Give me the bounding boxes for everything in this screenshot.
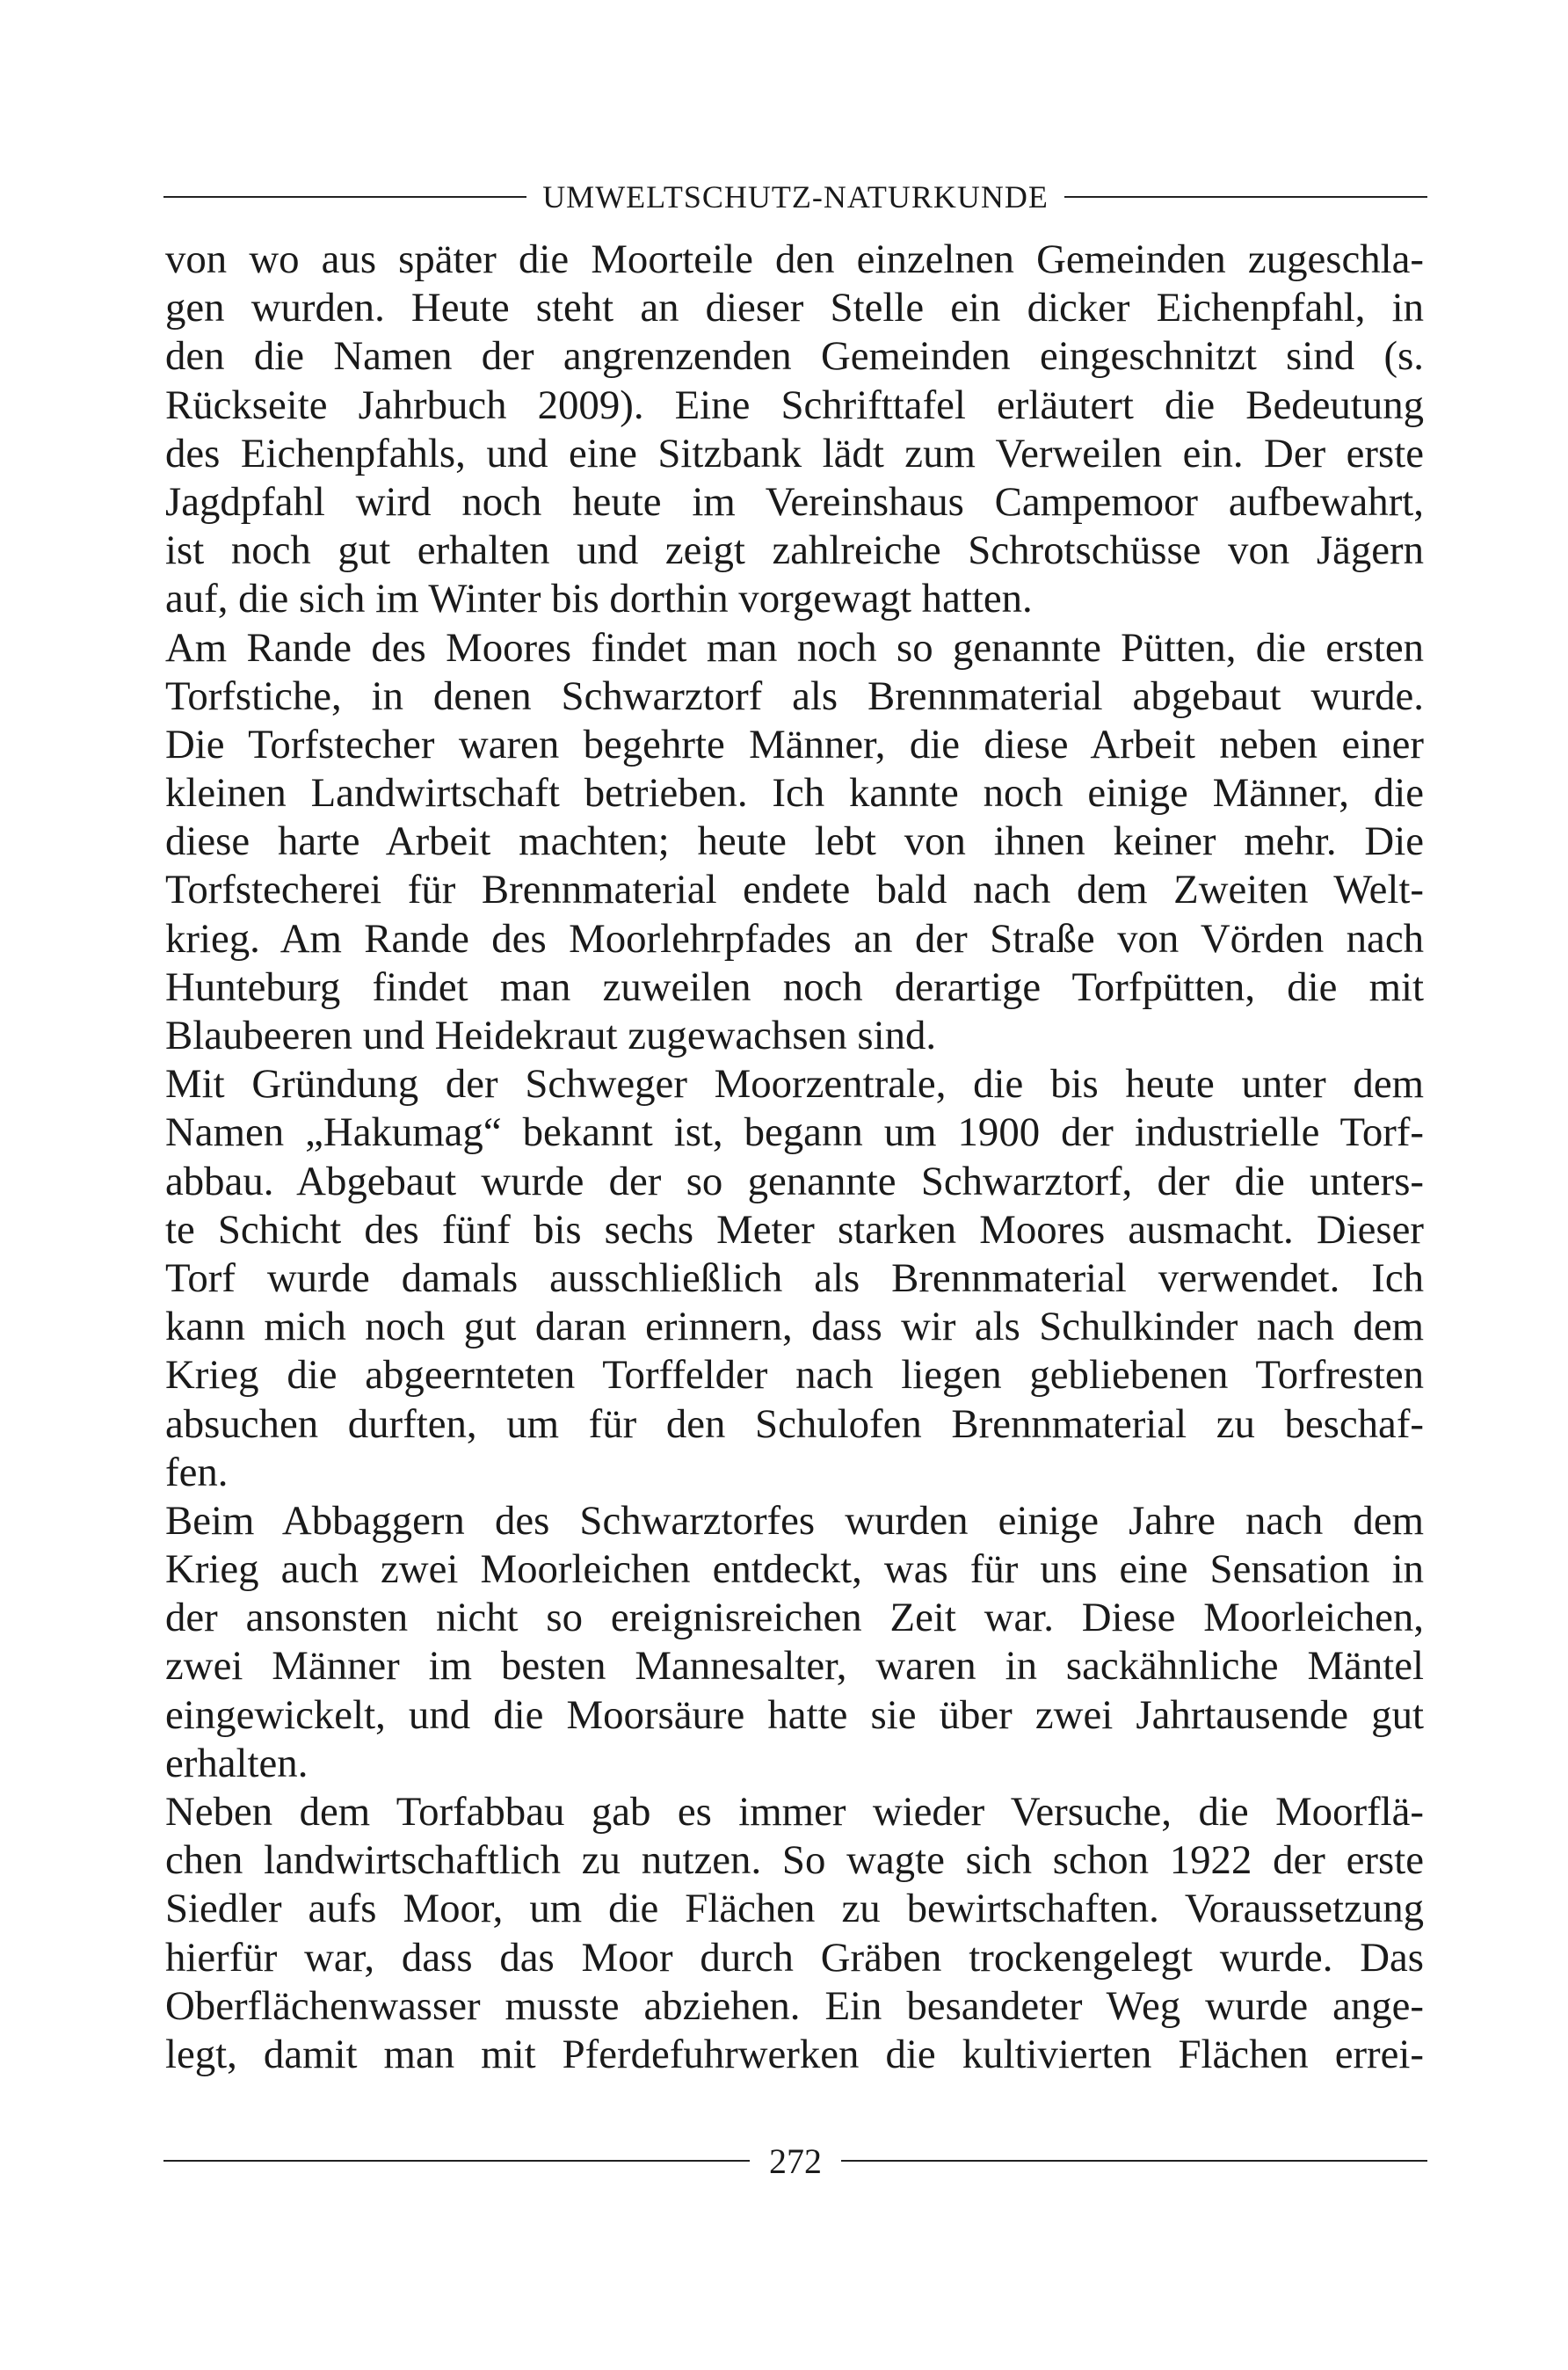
page-number: 272	[769, 2141, 822, 2181]
text-line: Krieg die abgeernteten Torffelder nach liegen gebliebenen Torfresten	[165, 1352, 1424, 1399]
text-line: der ansonsten nicht so ereignisreichen Zeit war. Diese Moorleichen,	[165, 1595, 1424, 1641]
text-line: kann mich noch gut daran erinnern, dass wir als Schulkinder nach dem	[165, 1304, 1424, 1350]
text-line: auf, die sich im Winter bis dorthin vorgewagt hatten.	[165, 576, 1033, 622]
text-line: ist noch gut erhalten und zeigt zahlreiche Schrotschüsse von Jägern	[165, 527, 1424, 574]
text-line: te Schicht des fünf bis sechs Meter starken Moores ausmacht. Dieser	[165, 1206, 1424, 1253]
body-text	[165, 236, 1424, 2079]
text-line: fen.	[165, 1449, 229, 1495]
text-line: Jagdpfahl wird noch heute im Vereinshaus Campemoor aufbewahrt,	[165, 478, 1424, 525]
text-line: Am Rande des Moores findet man noch so genannte Pütten, die ersten	[165, 624, 1424, 671]
text-line: hierfür war, dass das Moor durch Gräben trockengelegt wurde. Das	[165, 1934, 1424, 1981]
text-line: erhalten.	[165, 1740, 309, 1786]
text-line: krieg. Am Rande des Moorlehrpfades an der Straße von Vörden nach	[165, 915, 1424, 962]
text-line: Die Torfstecher waren begehrte Männer, die diese Arbeit neben einer	[165, 721, 1424, 767]
text-line: absuchen durften, um für den Schulofen Brennmaterial zu beschaf-	[165, 1400, 1424, 1447]
text-line: Krieg auch zwei Moorleichen entdeckt, was für uns eine Sensation in	[165, 1546, 1424, 1593]
text-line: abbau. Abgebaut wurde der so genannte Schwarztorf, der die unters-	[165, 1158, 1424, 1204]
header-rule-left	[163, 196, 526, 198]
text-line: Torfstecherei für Brennmaterial endete bald nach dem Zweiten Welt-	[165, 867, 1424, 913]
text-line: des Eichenpfahls, und eine Sitzbank lädt zum Verweilen ein. Der erste	[165, 430, 1424, 476]
text-line: chen landwirtschaftlich zu nutzen. So wagte sich schon 1922 der erste	[165, 1837, 1424, 1884]
text-line: Neben dem Torfabbau gab es immer wieder Versuche, die Moorflä-	[165, 1789, 1424, 1835]
text-line: diese harte Arbeit machten; heute lebt von ihnen keiner mehr. Die	[165, 818, 1424, 865]
text-line: legt, damit man mit Pferdefuhrwerken die kultivierten Flächen errei-	[165, 2031, 1424, 2077]
text-line: Beim Abbaggern des Schwarztorfes wurden einige Jahre nach dem	[165, 1497, 1424, 1544]
text-line: Siedler aufs Moor, um die Flächen zu bewirtschaften. Voraussetzung	[165, 1886, 1424, 1932]
text-line: zwei Männer im besten Mannesalter, waren in sackähnliche Mäntel	[165, 1643, 1424, 1690]
text-line: Rückseite Jahrbuch 2009). Eine Schrifttafel erläutert die Bedeutung	[165, 382, 1424, 428]
header-rule-right	[1064, 196, 1427, 198]
text-line: kleinen Landwirtschaft betrieben. Ich kannte noch einige Männer, die	[165, 770, 1424, 817]
text-line: Torf wurde damals ausschließlich als Brennmaterial verwendet. Ich	[165, 1254, 1424, 1301]
text-line: den die Namen der angrenzenden Gemeinden eingeschnitzt sind (s.	[165, 333, 1424, 380]
text-line: gen wurden. Heute steht an dieser Stelle ein dicker Eichenpfahl, in	[165, 285, 1424, 331]
footer-rule-right	[841, 2160, 1427, 2162]
text-line: Hunteburg findet man zuweilen noch derartige Torfpütten, die mit	[165, 963, 1424, 1010]
text-line: Oberflächenwasser musste abziehen. Ein besandeter Weg wurde ange-	[165, 1982, 1424, 2029]
page-footer	[163, 2134, 1427, 2187]
text-line: Namen „Hakumag“ bekannt ist, begann um 1900 der industrielle Torf-	[165, 1109, 1424, 1156]
footer-rule-left	[163, 2160, 750, 2162]
text-line: Torfstiche, in denen Schwarztorf als Brennmaterial abgebaut wurde.	[165, 672, 1424, 719]
text-line: Mit Gründung der Schweger Moorzentrale, die bis heute unter dem	[165, 1061, 1424, 1108]
running-head	[163, 172, 1427, 222]
text-line: von wo aus später die Moorteile den einzelnen Gemeinden zugeschla-	[165, 236, 1424, 282]
text-line: Blaubeeren und Heidekraut zugewachsen sind.	[165, 1013, 937, 1058]
running-head-title: UMWELTSCHUTZ-NATURKUNDE	[542, 179, 1049, 214]
text-line: eingewickelt, und die Moorsäure hatte sie über zwei Jahrtausende gut	[165, 1691, 1424, 1738]
